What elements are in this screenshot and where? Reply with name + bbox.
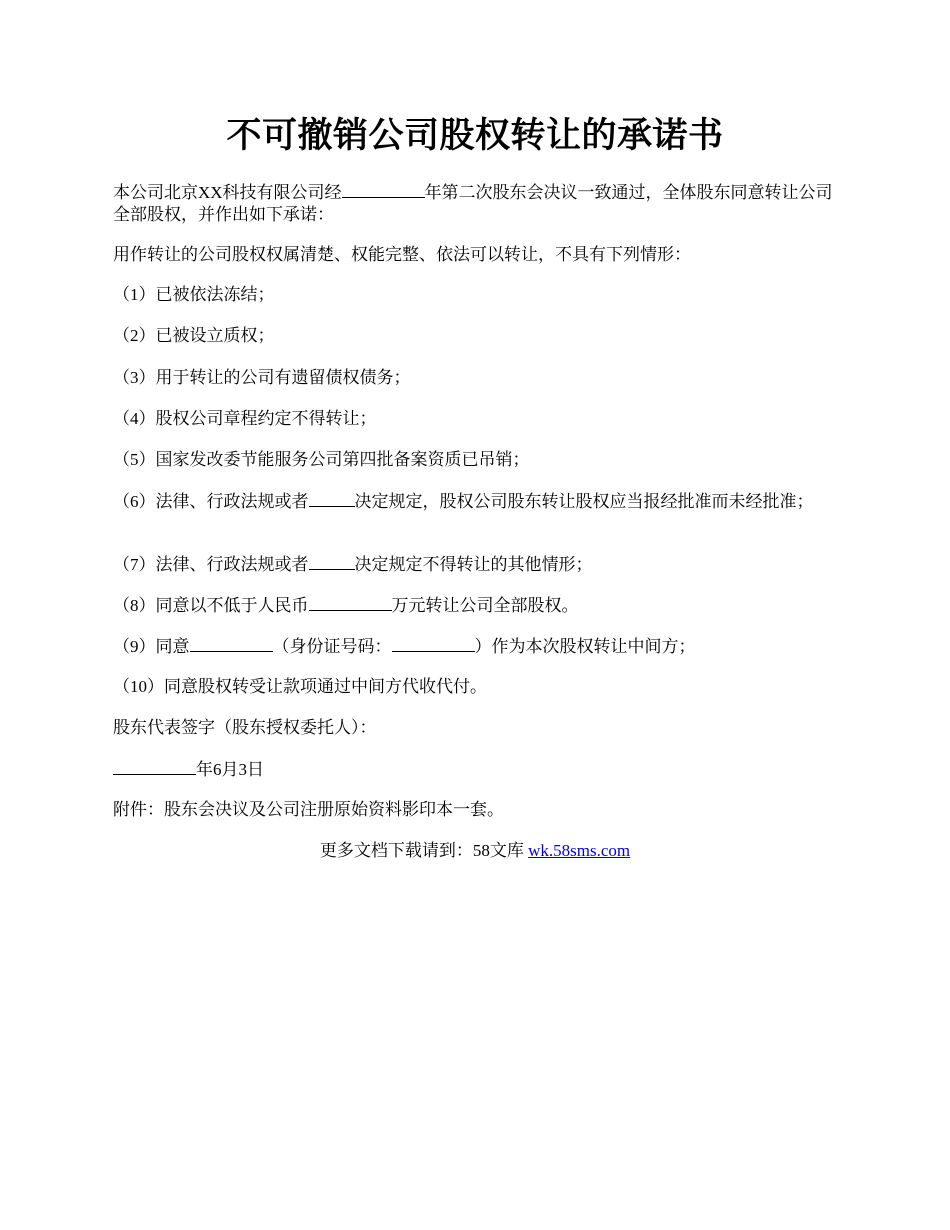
intro-paragraph bbox=[113, 181, 843, 226]
list-item-9-start: （9）同意 bbox=[113, 637, 190, 656]
footer-line bbox=[0, 840, 950, 862]
list-item-6-end: 决定规定，股权公司股东转让股权应当报经批准而未经批准； bbox=[354, 492, 814, 511]
list-item-6 bbox=[113, 490, 843, 513]
intro-text-start: 本公司北京XX科技有限公司经 bbox=[113, 183, 342, 202]
list-item-7-end: 决定规定不得转让的其他情形； bbox=[354, 555, 593, 574]
list-item-5: （5）国家发改委节能服务公司第四批备案资质已吊销； bbox=[113, 450, 530, 469]
signature-label: 股东代表签字（股东授权委托人）： bbox=[113, 718, 377, 737]
list-item-2: （2）已被设立质权； bbox=[113, 326, 275, 345]
list-item-10: （10）同意股权转受让款项通过中间方代收代付。 bbox=[113, 677, 487, 696]
date-line bbox=[113, 758, 843, 781]
authority-blank-1 bbox=[309, 490, 355, 507]
list-item-9-end: ）作为本次股权转让中间方； bbox=[474, 637, 696, 656]
list-item-3: （3）用于转让的公司有遗留债权债务； bbox=[113, 368, 411, 387]
list-item-7-start: （7）法律、行政法规或者 bbox=[113, 555, 309, 574]
list-item-8-start: （8）同意以不低于人民币 bbox=[113, 596, 309, 615]
intermediary-name-blank bbox=[190, 635, 273, 652]
statement-paragraph: 用作转让的公司股权权属清楚、权能完整、依法可以转让，不具有下列情形： bbox=[113, 245, 691, 264]
id-number-blank bbox=[392, 635, 475, 652]
footer-link[interactable]: wk.58sms.com bbox=[528, 841, 631, 860]
list-item-8 bbox=[113, 594, 843, 617]
document-title: 不可撤销公司股权转让的承诺书 bbox=[226, 116, 724, 155]
footer-text: 更多文档下载请到：58文库 bbox=[319, 841, 529, 860]
authority-blank-2 bbox=[309, 553, 355, 570]
list-item-8-end: 万元转让公司全部股权。 bbox=[391, 596, 579, 615]
list-item-9 bbox=[113, 635, 843, 658]
amount-blank bbox=[309, 594, 392, 611]
year-blank bbox=[342, 181, 425, 198]
list-item-4: （4）股权公司章程约定不得转让； bbox=[113, 409, 377, 428]
attachment-note: 附件：股东会决议及公司注册原始资料影印本一套。 bbox=[113, 800, 504, 819]
list-item-7 bbox=[113, 553, 843, 576]
list-item-6-start: （6）法律、行政法规或者 bbox=[113, 492, 309, 511]
list-item-1: （1）已被依法冻结； bbox=[113, 285, 275, 304]
list-item-9-id-label: （身份证号码： bbox=[272, 637, 392, 656]
year-signature-blank bbox=[113, 758, 196, 775]
intro-text-end: 年第二次股东会决议一致通过，全体股东同意转让公司全部股权，并作出如下承诺： bbox=[113, 183, 833, 224]
date-text: 年6月3日 bbox=[196, 760, 264, 779]
